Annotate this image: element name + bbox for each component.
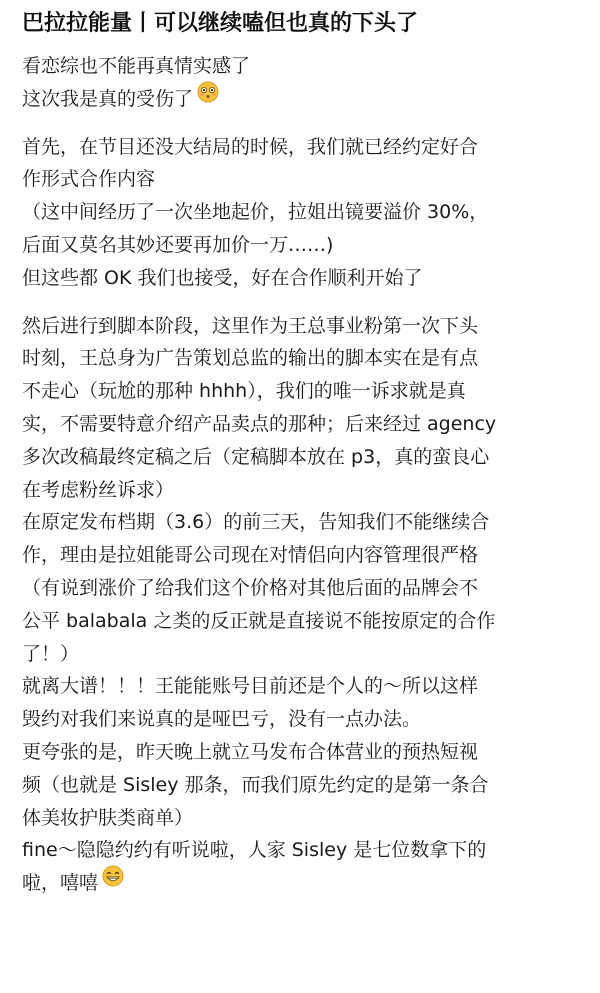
text-line [22,474,590,507]
line-text: 作，理由是拉姐能哥公司现在对情侣向内容管理很严格 [22,544,479,567]
line-text: 在原定发布档期（3.6）的前三天，告知我们不能继续合 [22,511,490,534]
text-line [22,638,590,671]
line-text: 多次改稿最终定稿之后（定稿脚本放在 p3，真的蛮良心 [22,445,490,468]
line-text: 这次我是真的受伤了 [22,87,194,110]
text-line [22,441,590,474]
line-text: （这中间经历了一次坐地起价，拉姐出镜要溢价 30%， [22,201,489,224]
text-line [22,572,590,605]
text-line [22,83,590,116]
text-line [22,605,590,638]
text-line [22,539,590,572]
line-text: 首先，在节目还没大结局的时候，我们就已经约定好合 [22,135,479,158]
text-line [22,342,590,375]
text-line [22,131,590,164]
text-line [22,703,590,736]
text-line [22,310,590,343]
line-text: 在考虑粉丝诉求） [22,478,175,501]
line-text: 后面又莫名其妙还要再加价一万……) [22,233,334,256]
text-line [22,229,590,262]
post-paragraph [22,131,590,295]
text-line [22,867,590,900]
post-body [22,6,590,915]
line-text: 不走心（玩尬的那种 hhhh），我们的唯一诉求就是真 [22,380,466,403]
line-text: 然后进行到脚本阶段，这里作为王总事业粉第一次下头 [22,314,479,337]
line-text: 啦，嘻嘻 [22,872,99,895]
text-line [22,834,590,867]
line-text: 时刻，王总身为广告策划总监的输出的脚本实在是有点 [22,347,479,370]
text-line [22,163,590,196]
line-text: 体美妆护肤类商单） [22,806,194,829]
line-text: 毁约对我们来说真的是哑巴亏，没有一点办法。 [22,708,422,731]
line-text: 看恋综也不能再真情实感了 [22,55,251,77]
text-line [22,769,590,802]
line-text: 实，不需要特意介绍产品卖点的那种；后来经过 agency [22,412,497,435]
post-paragraph [22,50,590,116]
line-text: 公平 balabala 之类的反正就是直接说不能按原定的合作 [22,609,496,632]
text-line [22,736,590,769]
flushed-face-icon [197,81,219,114]
text-line [22,50,590,83]
line-text: fine～隐隐约约有听说啦，人家 Sisley 是七位数拿下的 [22,839,487,862]
text-line [22,408,590,441]
text-line [22,506,590,539]
line-text: 频（也就是 Sisley 那条，而我们原先约定的是第一条合 [22,773,489,796]
line-text: 了！） [22,642,80,665]
text-line [22,802,590,835]
post-paragraph [22,310,590,900]
text-line [22,262,590,295]
grinning-face-icon [102,865,124,898]
post-content [22,50,590,900]
text-line [22,670,590,703]
line-text: 但这些都 OK 我们也接受，好在合作顺利开始了 [22,266,423,289]
line-text: 更夸张的是，昨天晚上就立马发布合体营业的预热短视 [22,740,479,763]
post-title: 巴拉拉能量丨可以继续嗑但也真的下头了 [22,11,419,36]
text-line [22,196,590,229]
line-text: 就离大谱！！！王能能账号目前还是个人的～所以这样 [22,675,479,698]
text-line [22,375,590,408]
line-text: （有说到涨价了给我们这个价格对其他后面的品牌会不 [22,576,479,599]
line-text: 作形式合作内容 [22,168,156,191]
